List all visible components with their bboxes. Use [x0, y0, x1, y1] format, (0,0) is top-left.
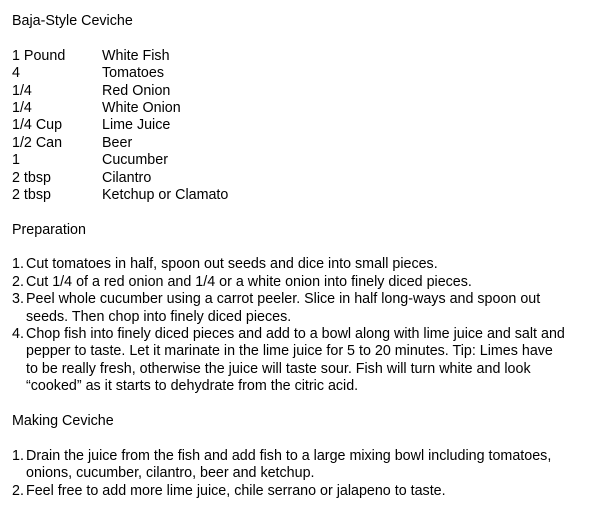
ingredient-row	[12, 48, 602, 65]
spacer	[12, 239, 602, 256]
ingredient-row	[12, 187, 602, 204]
making-steps	[12, 448, 602, 500]
step-text	[26, 291, 602, 326]
preparation-step	[12, 256, 602, 273]
step-text	[26, 256, 602, 273]
ingredient-name: Beer	[102, 134, 133, 151]
recipe-document	[12, 13, 602, 500]
step-text-line: pepper to taste. Let it marinate in the lime juice for 5 to 20 minutes. Tip: Limes have	[26, 343, 553, 360]
ingredient-row	[12, 100, 602, 117]
spacer	[12, 430, 602, 447]
preparation-step	[12, 291, 602, 326]
ingredient-name: Cilantro	[102, 169, 152, 186]
step-text-line: Chop fish into finely diced pieces and add to a bowl along with lime juice and salt and	[26, 326, 565, 343]
ingredient-row	[12, 65, 602, 82]
ingredient-name: White Fish	[102, 47, 170, 64]
step-text-line: Cut 1/4 of a red onion and 1/4 or a white onion into finely diced pieces.	[26, 273, 472, 290]
ingredient-name: Lime Juice	[102, 117, 171, 134]
step-text-line: seeds. Then chop into finely diced pieces.	[26, 308, 292, 325]
step-text-line: “cooked” as it starts to dehydrate from the citric acid.	[26, 378, 359, 395]
step-number: 4.	[12, 326, 24, 343]
ingredient-row	[12, 83, 602, 100]
ingredient-name: White Onion	[102, 99, 181, 116]
ingredient-row	[12, 152, 602, 169]
step-number: 2.	[12, 482, 24, 499]
preparation-heading: Preparation	[12, 221, 86, 238]
ingredient-quantity: 1/4 Cup	[12, 117, 63, 134]
step-text-line: Cut tomatoes in half, spoon out seeds and dice into small pieces.	[26, 256, 438, 273]
step-text-line: Peel whole cucumber using a carrot peeler. Slice in half long-ways and spoon out	[26, 291, 541, 308]
preparation-steps	[12, 256, 602, 395]
ingredient-name: Cucumber	[102, 152, 168, 169]
step-text	[26, 448, 602, 483]
ingredient-quantity: 2 tbsp	[12, 169, 51, 186]
step-number: 1.	[12, 447, 24, 464]
step-text	[26, 326, 602, 396]
ingredient-quantity: 1 Pound	[12, 47, 66, 64]
ingredient-quantity: 2 tbsp	[12, 186, 51, 203]
step-text-line: Drain the juice from the fish and add fish to a large mixing bowl including tomatoes,	[26, 447, 552, 464]
ingredient-quantity: 1/2 Can	[12, 134, 63, 151]
step-number: 1.	[12, 256, 24, 273]
making-step	[12, 483, 602, 500]
making-heading: Making Ceviche	[12, 413, 114, 430]
ingredient-row	[12, 117, 602, 134]
ingredient-row	[12, 170, 602, 187]
spacer	[12, 396, 602, 413]
ingredient-quantity: 4	[12, 65, 20, 82]
ingredient-quantity: 1/4	[12, 99, 32, 116]
spacer	[12, 204, 602, 221]
step-number: 3.	[12, 291, 24, 308]
preparation-step	[12, 274, 602, 291]
recipe-title: Baja-Style Ceviche	[12, 13, 133, 29]
step-number: 2.	[12, 273, 24, 290]
preparation-step	[12, 326, 602, 396]
step-text-line: onions, cucumber, cilantro, beer and ketchup.	[26, 465, 315, 482]
ingredient-name: Red Onion	[102, 82, 171, 99]
step-text-line: to be really fresh, otherwise the juice will taste sour. Fish will turn white and look	[26, 360, 531, 377]
ingredient-quantity: 1/4	[12, 82, 32, 99]
ingredient-quantity: 1	[12, 152, 20, 169]
step-text	[26, 483, 602, 500]
making-step	[12, 448, 602, 483]
ingredient-row	[12, 135, 602, 152]
ingredient-name: Tomatoes	[102, 65, 164, 82]
ingredient-list	[12, 48, 602, 205]
ingredient-name: Ketchup or Clamato	[102, 186, 229, 203]
step-text	[26, 274, 602, 291]
step-text-line: Feel free to add more lime juice, chile serrano or jalapeno to taste.	[26, 482, 446, 499]
